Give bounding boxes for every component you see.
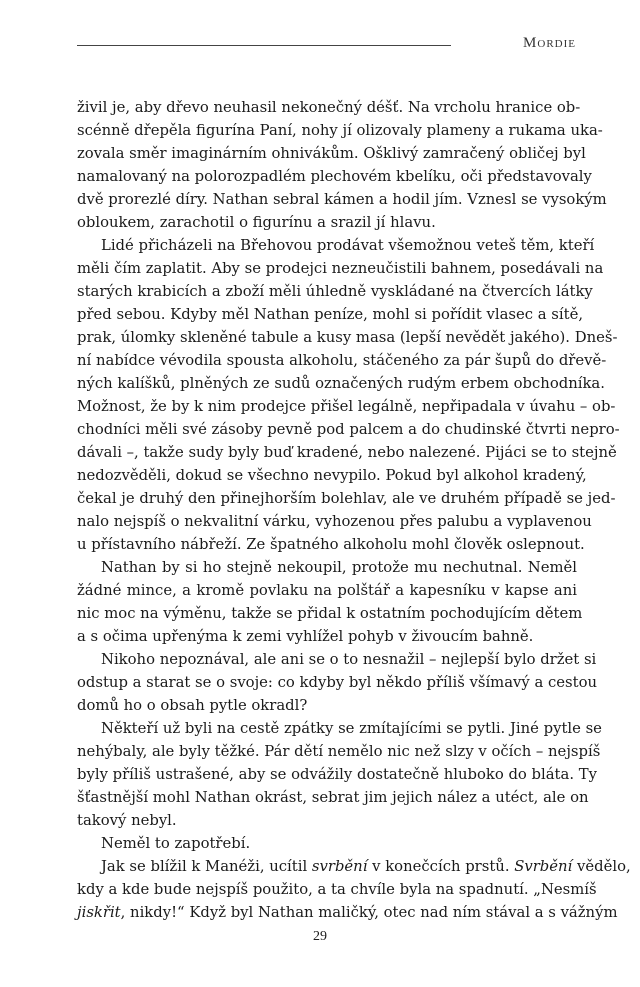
emphasis: jiskřit xyxy=(77,904,121,921)
text-line: měli čím zaplatit. Aby se prodejci nezneučistili bahnem, posedávali na xyxy=(77,260,604,277)
text-line: Jak se blížil k Manéži, ucítil svrbění v konečcích prstů. Svrbění vědělo, xyxy=(101,858,631,875)
body-text xyxy=(77,96,631,924)
text-line: šťastnější mohl Nathan okrást, sebrat jim jejich nález a utéct, ale on xyxy=(77,789,589,806)
text-line: dávali –, takže sudy byly buď kradené, nebo nalezené. Pijáci se to stejně xyxy=(77,444,617,461)
text-line: chodníci měli své zásoby pevně pod palcem a do chudinské čtvrti nepro- xyxy=(77,421,620,438)
text-line: nedozvěděli, dokud se všechno nevypilo. Pokud byl alkohol kradený, xyxy=(77,467,587,484)
text-line: starých krabicích a zboží měli úhledně vyskládané na čtvercích látky xyxy=(77,283,593,300)
text-line: Lidé přicházeli na Břehovou prodávat všemožnou veteš těm, kteří xyxy=(101,237,595,254)
text-line: zovala směr imaginárním ohnivákům. Ošklivý zamračený obličej byl xyxy=(77,145,586,162)
text-line: scénně dřepěla figurína Paní, nohy jí olizovaly plameny a rukama uka- xyxy=(77,122,603,139)
page-number: 29 xyxy=(313,929,327,944)
header-rule xyxy=(77,45,451,46)
text-line: Někteří už byli na cestě zpátky se zmítajícími se pytli. Jiné pytle se xyxy=(101,720,602,737)
text-line: dvě prorezlé díry. Nathan sebral kámen a hodil jím. Vznesl se vysokým xyxy=(77,191,607,208)
text-line: u přístavního nábřeží. Ze špatného alkoholu mohl člověk oslepnout. xyxy=(77,536,585,553)
text-line: před sebou. Kdyby měl Nathan peníze, mohl si pořídit vlasec a sítě, xyxy=(77,306,584,323)
text-line: jiskřit, nikdy!“ Když byl Nathan maličký, otec nad ním stával a s vážným xyxy=(77,904,618,921)
text-line: žádné mince, a kromě povlaku na polštář a kapesníku v kapse ani xyxy=(77,582,577,599)
text-line: obloukem, zarachotil o figurínu a srazil jí hlavu. xyxy=(77,214,436,231)
text-line: Možnost, že by k nim prodejce přišel legálně, nepřipadala v úvahu – ob- xyxy=(77,398,616,415)
text-line: takový nebyl. xyxy=(77,812,177,829)
text-line: Neměl to zapotřebí. xyxy=(101,835,251,852)
text-line: domů ho o obsah pytle okradl? xyxy=(77,697,308,714)
emphasis: svrbění xyxy=(311,858,368,875)
text-line: ných kalíšků, plněných ze sudů označených rudým erbem obchodníka. xyxy=(77,375,605,392)
text-line: Nathan by si ho stejně nekoupil, protože mu nechutnal. Neměl xyxy=(101,559,577,576)
text-line: kdy a kde bude nejspíš použito, a ta chvíle byla na spadnutí. „Nesmíš xyxy=(77,881,597,898)
text-line: živil je, aby dřevo neuhasil nekonečný déšť. Na vrcholu hranice ob- xyxy=(77,99,581,116)
text-line: nic moc na výměnu, takže se přidal k ostatním pochodujícím dětem xyxy=(77,605,583,622)
text-line: čekal je druhý den přinejhorším bolehlav, ale ve druhém případě se jed- xyxy=(77,490,616,507)
emphasis: Svrbění xyxy=(514,858,573,875)
text-line: byly příliš ustrašené, aby se odvážily dostatečně hluboko do bláta. Ty xyxy=(77,766,597,783)
text-line: ní nabídce vévodila spousta alkoholu, stáčeného za pár šupů do dřevě- xyxy=(77,352,607,369)
text-line: namalovaný na polorozpadlém plechovém kbelíku, oči představovaly xyxy=(77,168,592,185)
text-line: nalo nejspíš o nekvalitní várku, vyhozenou přes palubu a vyplavenou xyxy=(77,513,592,530)
text-line: nehýbaly, ale byly těžké. Pár dětí nemělo nic než slzy v očích – nejspíš xyxy=(77,743,601,760)
text-line: Nikoho nepoznával, ale ani se o to nesnažil – nejlepší bylo držet si xyxy=(101,651,597,668)
text-line: a s očima upřenýma k zemi vyhlížel pohyb v živoucím bahně. xyxy=(77,628,534,645)
text-line: prak, úlomky skleněné tabule a kusy masa (lepší nevědět jakého). Dneš- xyxy=(77,329,618,346)
text-line: odstup a starat se o svoje: co kdyby byl někdo příliš všímavý a cestou xyxy=(77,674,598,691)
running-header-title: Mordie xyxy=(523,35,576,51)
